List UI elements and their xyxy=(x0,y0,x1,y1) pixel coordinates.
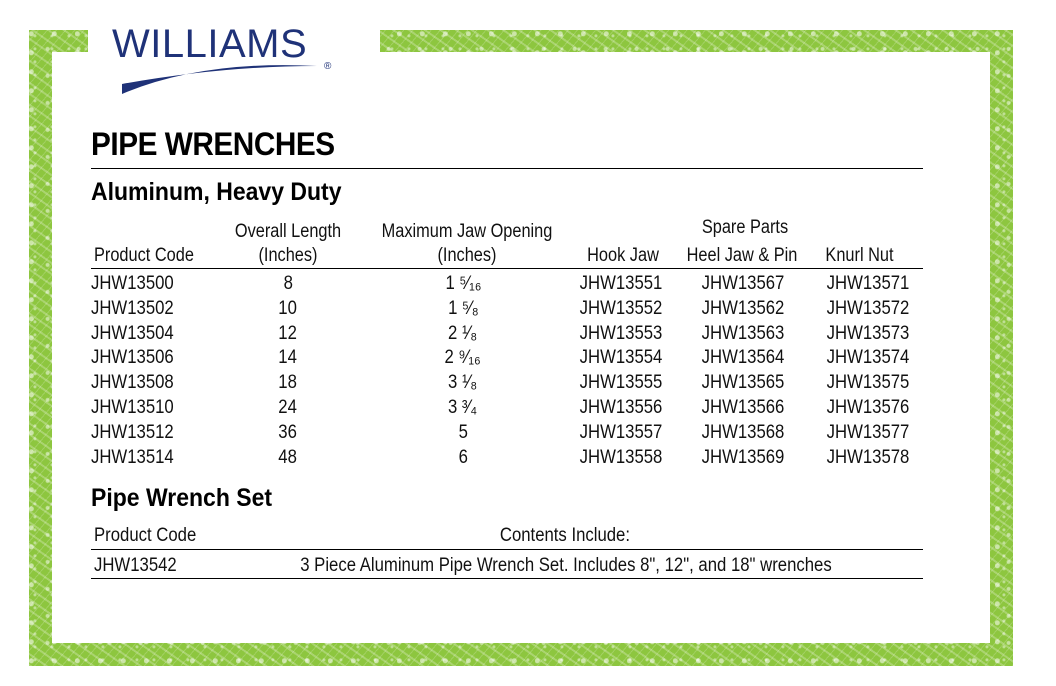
title-rule xyxy=(91,168,923,169)
pipe-wrench-table-body xyxy=(91,272,923,470)
header-spare-parts: Spare Parts xyxy=(701,217,789,238)
cell-hook-jaw xyxy=(568,322,673,347)
set-product-code: JHW13542 xyxy=(94,555,177,576)
cell-overall-length xyxy=(218,396,358,421)
cell-hook-jaw-text: JHW13554 xyxy=(579,347,662,369)
cell-knurl-nut xyxy=(813,297,923,322)
cell-heel-jaw-pin-text: JHW13562 xyxy=(701,297,785,319)
cell-heel-jaw-pin-text: JHW13568 xyxy=(701,421,785,443)
header-overall-length xyxy=(228,220,348,268)
cell-overall-length xyxy=(218,346,358,371)
cell-hook-jaw-text: JHW13552 xyxy=(579,297,662,319)
header-overall-length-line1: Overall Length xyxy=(234,221,342,242)
cell-product-code xyxy=(91,322,218,347)
cell-jaw-opening xyxy=(358,446,568,471)
page-title: PIPE WRENCHES xyxy=(91,126,335,162)
cell-heel-jaw-pin-text: JHW13563 xyxy=(701,322,785,344)
cell-product-code-text: JHW13508 xyxy=(91,372,174,394)
table-row xyxy=(91,322,923,347)
cell-product-code xyxy=(91,272,218,297)
cell-heel-jaw-pin xyxy=(673,346,813,371)
cell-hook-jaw-text: JHW13558 xyxy=(579,446,662,468)
header-jaw-opening xyxy=(377,220,558,268)
cell-product-code xyxy=(91,346,218,371)
header-knurl-nut: Knurl Nut xyxy=(825,245,894,266)
cell-knurl-nut-text: JHW13573 xyxy=(826,322,910,344)
cell-overall-length-text: 48 xyxy=(278,446,298,468)
cell-product-code-text: JHW13500 xyxy=(91,273,174,294)
header-jaw-opening-line2: (Inches) xyxy=(437,245,497,266)
cell-product-code-text: JHW13506 xyxy=(91,347,174,369)
cell-heel-jaw-pin xyxy=(673,446,813,471)
cell-product-code-text: JHW13514 xyxy=(91,446,174,468)
table-row xyxy=(91,446,923,471)
set-header-contents-label: Contents Include: xyxy=(499,525,631,546)
cell-hook-jaw xyxy=(568,421,673,446)
pipe-wrench-table xyxy=(91,272,923,470)
cell-hook-jaw xyxy=(568,396,673,421)
cell-knurl-nut-text: JHW13574 xyxy=(826,347,910,369)
set-header-rule xyxy=(91,549,923,550)
cell-overall-length-text: 18 xyxy=(278,372,298,394)
table-row xyxy=(91,371,923,396)
header-jaw-opening-line1: Maximum Jaw Opening xyxy=(381,221,553,242)
cell-knurl-nut xyxy=(813,421,923,446)
cell-jaw-opening-text: 2 ¹⁄₈ xyxy=(448,322,478,344)
cell-hook-jaw-text: JHW13557 xyxy=(579,421,662,443)
cell-overall-length xyxy=(218,272,358,297)
set-header-contents xyxy=(440,524,690,548)
cell-knurl-nut-text: JHW13577 xyxy=(826,421,910,443)
header-hook-jaw: Hook Jaw xyxy=(587,245,659,266)
cell-heel-jaw-pin xyxy=(673,421,813,446)
cell-overall-length-text: 10 xyxy=(278,297,298,319)
cell-hook-jaw xyxy=(568,297,673,322)
set-row-code xyxy=(94,554,188,578)
cell-heel-jaw-pin xyxy=(673,297,813,322)
cell-jaw-opening-text: 6 xyxy=(458,446,468,468)
cell-product-code-text: JHW13512 xyxy=(91,421,174,443)
cell-product-code xyxy=(91,446,218,471)
registered-mark: ® xyxy=(324,61,332,72)
cell-overall-length xyxy=(218,421,358,446)
cell-heel-jaw-pin xyxy=(673,371,813,396)
cell-product-code-text: JHW13510 xyxy=(91,396,174,418)
cell-overall-length xyxy=(218,371,358,396)
cell-knurl-nut xyxy=(813,371,923,396)
cell-overall-length-text: 14 xyxy=(278,347,298,369)
cell-product-code xyxy=(91,421,218,446)
cell-hook-jaw-text: JHW13551 xyxy=(579,273,662,294)
cell-knurl-nut xyxy=(813,396,923,421)
cell-overall-length-text: 24 xyxy=(278,396,298,418)
cell-hook-jaw xyxy=(568,371,673,396)
cell-product-code xyxy=(91,396,218,421)
cell-jaw-opening xyxy=(358,272,568,297)
table-header-rule xyxy=(91,268,923,269)
header-heel-jaw-pin: Heel Jaw & Pin xyxy=(686,245,798,266)
cell-heel-jaw-pin xyxy=(673,322,813,347)
cell-heel-jaw-pin-text: JHW13564 xyxy=(701,347,785,369)
cell-overall-length-text: 12 xyxy=(278,322,298,344)
table-row xyxy=(91,297,923,322)
cell-hook-jaw xyxy=(568,346,673,371)
cell-knurl-nut-text: JHW13572 xyxy=(826,297,910,319)
cell-knurl-nut xyxy=(813,446,923,471)
set-header-product-code-label: Product Code xyxy=(94,525,197,546)
cell-hook-jaw-text: JHW13555 xyxy=(579,372,662,394)
cell-hook-jaw-text: JHW13553 xyxy=(579,322,662,344)
cell-hook-jaw-text: JHW13556 xyxy=(579,396,662,418)
cell-overall-length xyxy=(218,446,358,471)
cell-knurl-nut-text: JHW13578 xyxy=(826,446,910,468)
cell-overall-length-text: 8 xyxy=(283,273,293,294)
cell-knurl-nut-text: JHW13576 xyxy=(826,396,910,418)
cell-hook-jaw xyxy=(568,446,673,471)
set-bottom-rule xyxy=(91,578,923,579)
cell-overall-length xyxy=(218,322,358,347)
cell-jaw-opening-text: 1 ⁵⁄₁₆ xyxy=(444,273,482,294)
cell-overall-length-text: 36 xyxy=(278,421,298,443)
table-row xyxy=(91,272,923,297)
set-header-product-code xyxy=(94,524,210,548)
cell-heel-jaw-pin xyxy=(673,396,813,421)
table-row xyxy=(91,396,923,421)
set-row-contents xyxy=(236,554,896,578)
cell-knurl-nut-text: JHW13575 xyxy=(826,372,910,394)
cell-heel-jaw-pin-text: JHW13569 xyxy=(701,446,785,468)
cell-jaw-opening xyxy=(358,346,568,371)
cell-jaw-opening xyxy=(358,322,568,347)
cell-jaw-opening-text: 2 ⁹⁄₁₆ xyxy=(444,347,482,369)
cell-jaw-opening-text: 5 xyxy=(458,421,468,443)
section-heading-set: Pipe Wrench Set xyxy=(91,484,273,512)
cell-product-code xyxy=(91,371,218,396)
cell-knurl-nut xyxy=(813,346,923,371)
cell-jaw-opening-text: 3 ¹⁄₈ xyxy=(448,372,478,394)
cell-knurl-nut xyxy=(813,272,923,297)
cell-knurl-nut-text: JHW13571 xyxy=(826,273,910,294)
cell-jaw-opening xyxy=(358,297,568,322)
set-contents-text: 3 Piece Aluminum Pipe Wrench Set. Includes 8", 12", and 18" wrenches xyxy=(300,555,832,576)
cell-jaw-opening xyxy=(358,396,568,421)
cell-knurl-nut xyxy=(813,322,923,347)
table-row xyxy=(91,346,923,371)
cell-jaw-opening-text: 3 ³⁄₄ xyxy=(448,396,478,418)
cell-heel-jaw-pin xyxy=(673,272,813,297)
cell-heel-jaw-pin-text: JHW13566 xyxy=(701,396,785,418)
cell-heel-jaw-pin-text: JHW13567 xyxy=(701,273,785,294)
cell-product-code-text: JHW13502 xyxy=(91,297,174,319)
section-heading-aluminum: Aluminum, Heavy Duty xyxy=(91,178,342,206)
cell-jaw-opening xyxy=(358,371,568,396)
cell-hook-jaw xyxy=(568,272,673,297)
cell-jaw-opening xyxy=(358,421,568,446)
cell-product-code xyxy=(91,297,218,322)
header-overall-length-line2: (Inches) xyxy=(258,245,318,266)
cell-product-code-text: JHW13504 xyxy=(91,322,174,344)
header-product-code: Product Code xyxy=(94,245,194,266)
cell-heel-jaw-pin-text: JHW13565 xyxy=(701,372,785,394)
cell-overall-length xyxy=(218,297,358,322)
cell-jaw-opening-text: 1 ⁵⁄₈ xyxy=(447,297,479,319)
williams-logo xyxy=(112,22,342,102)
table-row xyxy=(91,421,923,446)
logo-wordmark: WILLIAMS xyxy=(112,22,308,66)
